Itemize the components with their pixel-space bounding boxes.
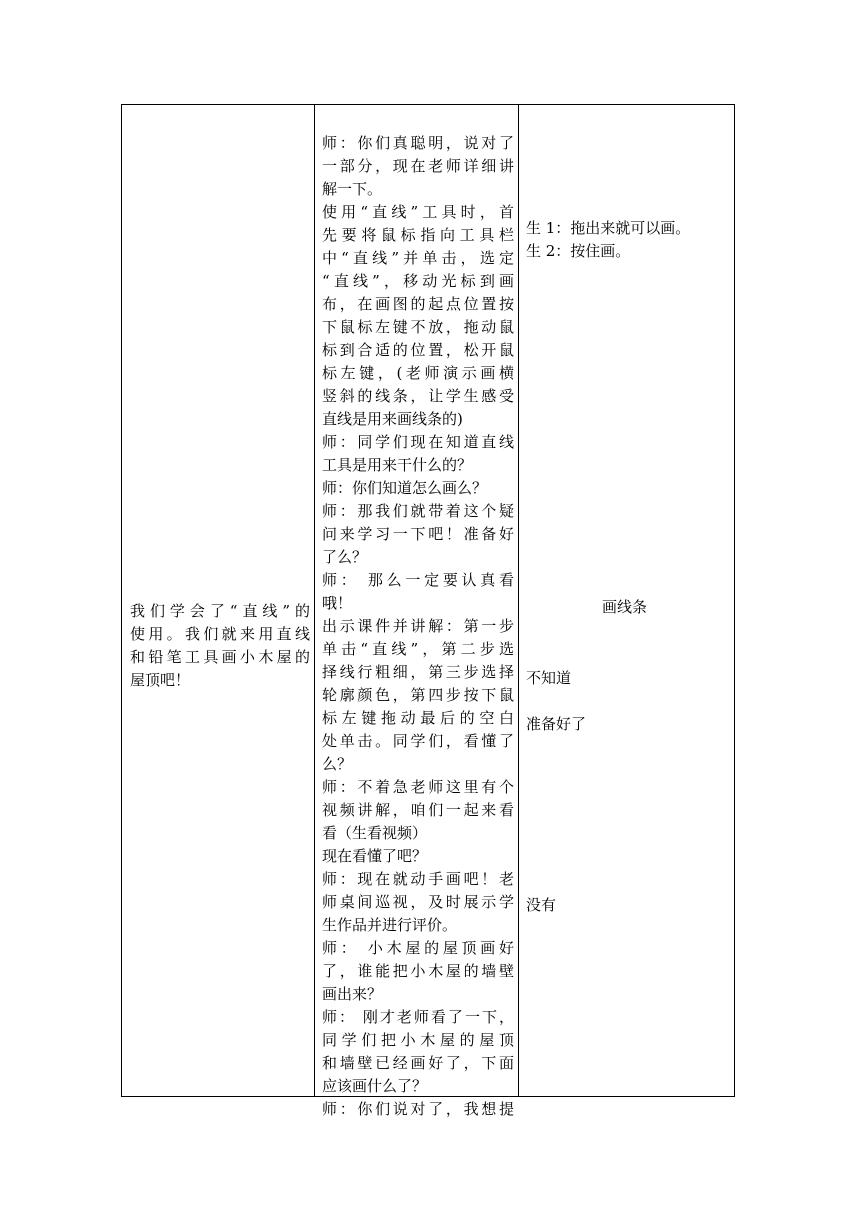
left-line-1: 我们学会了“直线”的 — [130, 602, 310, 620]
mid-line-24: 择线行粗细，第三步选择 — [322, 663, 514, 681]
lesson-plan-table — [121, 104, 735, 1118]
mid-line-25: 轮廓颜色，第四步按下鼠 — [322, 686, 514, 704]
mid-line-34: 师桌间巡视，及时展示学 — [322, 893, 514, 911]
mid-line-3: 解一下。 — [322, 180, 383, 198]
left-line-2: 使用。我们就来用直线 — [130, 625, 310, 643]
mid-line-21: 哦！ — [322, 594, 353, 612]
mid-line-35: 生作品并进行评价。 — [322, 916, 458, 934]
no-response: 没有 — [526, 896, 557, 914]
mid-line-4: 使用“直线”工具时，首 — [322, 203, 514, 221]
mid-line-31: 看（生看视频） — [322, 824, 428, 842]
mid-line-16: 师：你们知道怎么画么？ — [322, 479, 488, 497]
mid-line-26: 标左键拖动最后的空白 — [322, 709, 514, 727]
mid-line-36: 师： 小木屋的屋顶画好 — [322, 939, 514, 957]
mid-line-9: 下鼠标左键不放，拖动鼠 — [322, 318, 514, 336]
student-1-response: 生 1：拖出来就可以画。 — [526, 219, 691, 237]
mid-line-22: 出示课件并讲解：第一步 — [322, 617, 514, 635]
mid-line-18: 问来学习一下吧！准备好 — [322, 525, 514, 543]
mid-line-15: 工具是用来干什么的？ — [322, 456, 473, 474]
mid-line-20: 师： 那么一定要认真看 — [322, 571, 514, 589]
mid-line-12: 竖斜的线条，让学生感受 — [322, 387, 514, 405]
mid-line-23: 单击“直线”，第二步选 — [322, 640, 514, 658]
mid-line-19: 了么？ — [322, 548, 368, 566]
mid-line-41: 和墙壁已经画好了，下面 — [322, 1054, 514, 1072]
mid-line-13: 直线是用来画线条的) — [322, 410, 463, 428]
left-line-4: 屋顶吧！ — [130, 671, 191, 689]
mid-line-38: 画出来？ — [322, 985, 383, 1003]
mid-line-6: 中“直线”并单击，选定 — [322, 249, 514, 267]
student-2-response: 生 2：按住画。 — [526, 242, 631, 260]
mid-line-5: 先要将鼠标指向工具栏 — [322, 226, 514, 244]
mid-line-30: 视频讲解，咱们一起来看 — [322, 801, 514, 819]
mid-line-1: 师：你们真聪明，说对了 — [322, 134, 514, 152]
mid-line-2: 一部分，现在老师详细讲 — [322, 157, 514, 175]
column-divider-2 — [518, 105, 519, 1096]
mid-line-39: 师： 刚才老师看了一下， — [322, 1008, 514, 1026]
left-line-3: 和铅笔工具画小木屋的 — [130, 648, 310, 666]
mid-line-7: “直线”，移动光标到画 — [322, 272, 514, 290]
mid-line-28: 么？ — [322, 755, 353, 773]
ready-response: 准备好了 — [526, 715, 587, 733]
mid-line-17: 师：那我们就带着这个疑 — [322, 502, 514, 520]
mid-line-43: 师：你们说对了，我想提 — [322, 1100, 514, 1118]
mid-line-37: 了，谁能把小木屋的墙壁 — [322, 962, 514, 980]
mid-line-10: 标到合适的位置，松开鼠 — [322, 341, 514, 359]
mid-line-32: 现在看懂了吧？ — [322, 847, 428, 865]
mid-line-14: 师：同学们现在知道直线 — [322, 433, 514, 451]
mid-line-33: 师：现在就动手画吧！老 — [322, 870, 514, 888]
mid-line-42: 应该画什么了？ — [322, 1077, 428, 1095]
mid-line-11: 标左键，(老师演示画横 — [322, 364, 514, 382]
column-divider-1 — [314, 105, 315, 1096]
dont-know-response: 不知道 — [526, 669, 572, 687]
mid-line-27: 处单击。同学们，看懂了 — [322, 732, 514, 750]
mid-line-29: 师：不着急老师这里有个 — [322, 778, 514, 796]
draw-lines-response: 画线条 — [602, 598, 648, 616]
mid-line-40: 同学们把小木屋的屋顶 — [322, 1031, 514, 1049]
mid-line-8: 布，在画图的起点位置按 — [322, 295, 514, 313]
